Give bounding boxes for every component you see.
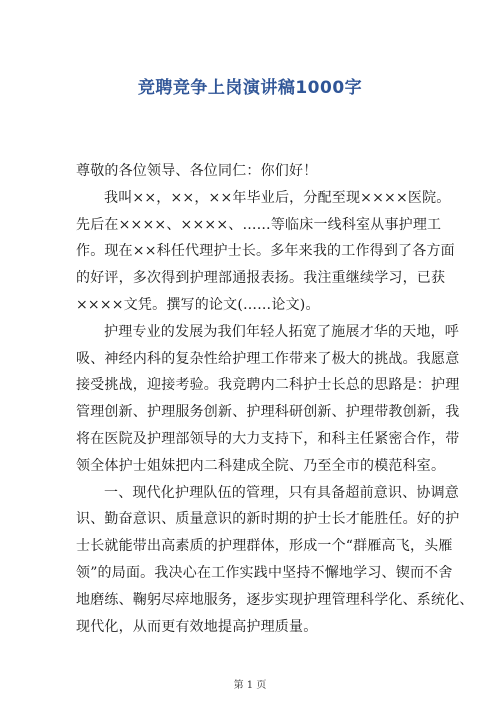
body-line: 先后在××××、××××、……等临床一线科室从事护理工 (76, 216, 442, 233)
body-line: 领”的局面。我决心在工作实践中坚持不懈地学习、锲而不舍 (76, 564, 453, 581)
document-title: 竞聘竞争上岗演讲稿1000字 (137, 78, 363, 98)
body-line: 识、勤奋意识、质量意识的新时期的护士长才能胜任。好的护 (76, 511, 460, 528)
body-line: 管理创新、护理服务创新、护理科研创新、护理带教创新，我 (76, 404, 460, 421)
document-body (76, 158, 474, 640)
body-line: 我叫××，××，××年毕业后，分配至现××××医院。 (104, 189, 451, 206)
body-line: 领全体护士姐妹把内二科建成全院、乃至全市的模范科室。 (76, 457, 446, 474)
body-line: 接受挑战，迎接考验。我竞聘内二科护士长总的思路是：护理 (76, 377, 460, 394)
body-line: 现代化，从而更有效地提高护理质量。 (76, 618, 318, 635)
body-line: 尊敬的各位领导、各位同仁：你们好！ (76, 163, 318, 179)
body-line: 吸、神经内科的复杂性给护理工作带来了极大的挑战。我愿意 (76, 350, 460, 367)
body-line: 的好评，多次得到护理部通报表扬。我注重继续学习，已获 (76, 270, 446, 287)
page-number: 第 1 页 (233, 680, 267, 691)
body-line: 作。现在××科任代理护士长。多年来我的工作得到了各方面 (76, 243, 455, 260)
body-line: 将在医院及护理部领导的大力支持下，和科主任紧密合作，带 (76, 430, 460, 447)
body-line: 士长就能带出高素质的护理群体，形成一个“群雁高飞，头雁 (76, 538, 453, 555)
body-line: 地磨练、鞠躬尽瘁地服务，逐步实现护理管理科学化、系统化、 (76, 591, 474, 608)
body-line: 护理专业的发展为我们年轻人拓宽了施展才华的天地，呼 (104, 323, 459, 340)
body-line: 一、现代化护理队伍的管理，只有具备超前意识、协调意 (104, 484, 459, 501)
body-line: ××××文凭。撰写的论文(……论文)。 (76, 296, 320, 313)
